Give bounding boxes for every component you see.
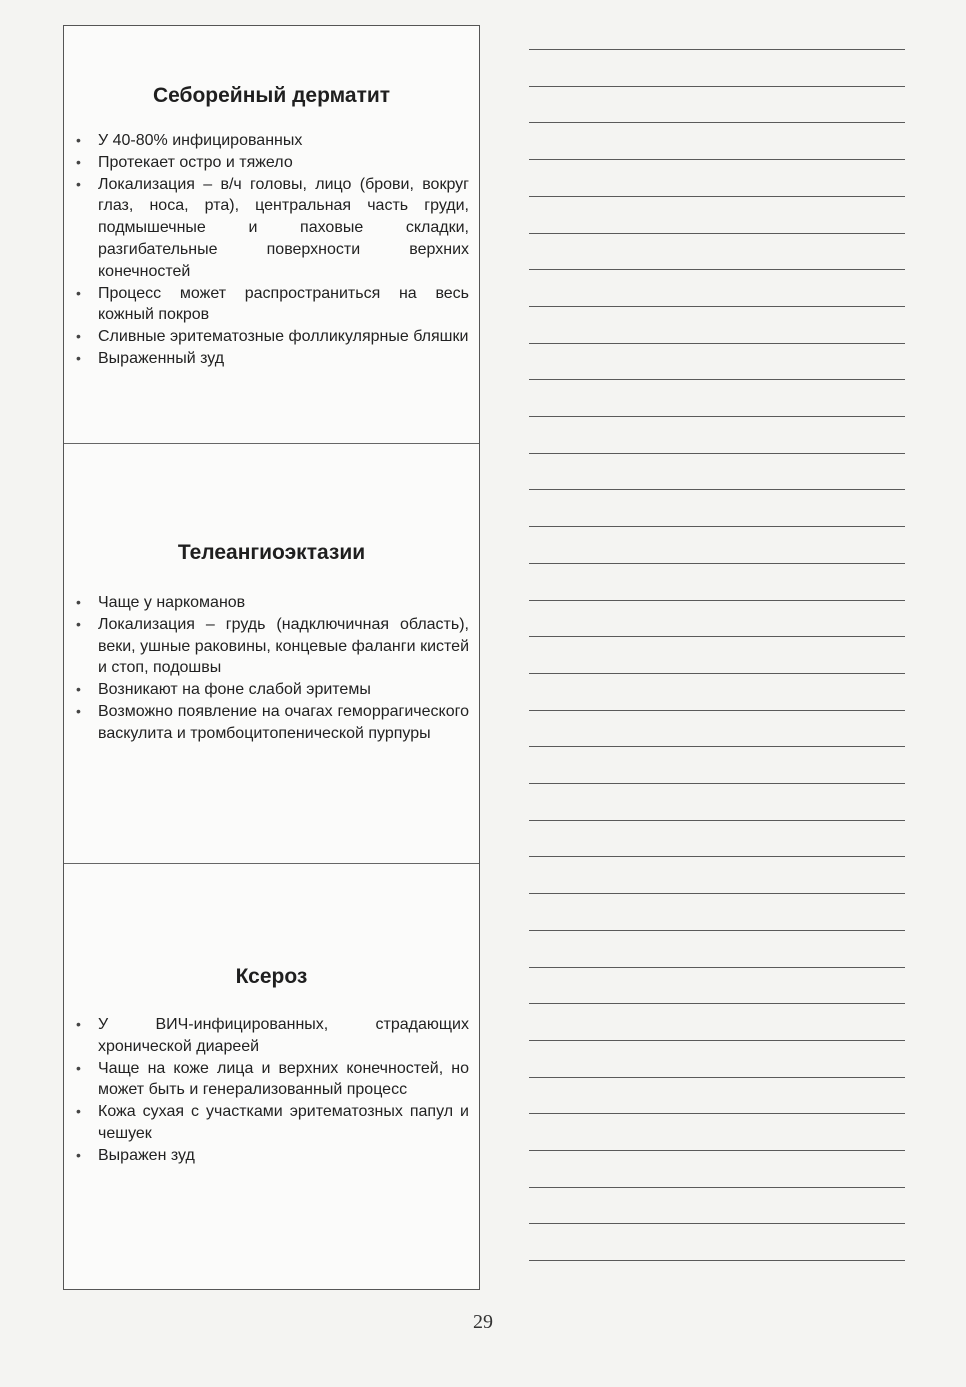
note-line xyxy=(529,233,905,234)
bullet-item: • Локализация – в/ч головы, лицо (брови, вокруг глаз, носа, рта), центральная часть груди, подмышечные и паховые складки, разгибательные поверхности верхних конечностей xyxy=(76,174,469,283)
bullet-item: • Процесс может распространиться на весь кожный покров xyxy=(76,283,469,327)
note-line xyxy=(529,893,905,894)
note-line xyxy=(529,783,905,784)
bullet-list xyxy=(76,1014,469,1167)
slide-title: Телеангиоэктазии xyxy=(177,541,366,564)
page-number: 29 xyxy=(473,1311,493,1333)
bullet-item: • Сливные эритематозные фолликулярные бляшки xyxy=(76,326,469,348)
show-through-heading xyxy=(683,160,689,183)
note-line xyxy=(529,820,905,821)
bullet-item: • Кожа сухая с участками эритематозных папул и чешуек xyxy=(76,1101,469,1145)
note-line xyxy=(529,600,905,601)
bullet-item: • Возникают на фоне слабой эритемы xyxy=(76,679,469,701)
slide-title: Себорейный дерматит xyxy=(152,84,391,107)
slide-xerosis xyxy=(64,864,479,1291)
bullet-item: • Протекает остро и тяжело xyxy=(76,152,469,174)
note-line xyxy=(529,489,905,490)
note-line xyxy=(529,1003,905,1004)
slide-title: Ксероз xyxy=(235,965,308,988)
note-line xyxy=(529,967,905,968)
note-line xyxy=(529,1113,905,1114)
bullet-list xyxy=(76,130,469,370)
bullet-item: • Локализация – грудь (надключичная область), веки, ушные раковины, концевые фаланги кистей и стоп, подошвы xyxy=(76,614,469,679)
note-line xyxy=(529,930,905,931)
note-line xyxy=(529,526,905,527)
bullet-item: • У 40-80% инфицированных xyxy=(76,130,469,152)
note-line xyxy=(529,122,905,123)
note-line xyxy=(529,746,905,747)
show-through-heading xyxy=(673,545,679,568)
note-line xyxy=(529,1223,905,1224)
note-line xyxy=(529,1040,905,1041)
note-line xyxy=(529,453,905,454)
note-line xyxy=(529,306,905,307)
bullet-item: • Выражен зуд xyxy=(76,1145,469,1167)
bullet-item: • Возможно появление на очагах геморрагического васкулита и тромбоцитопенической пурпуры xyxy=(76,701,469,745)
bullet-item: • Чаще у наркоманов xyxy=(76,592,469,614)
bullet-list xyxy=(76,592,469,745)
slide-telangiectasia xyxy=(64,444,479,864)
note-line xyxy=(529,1187,905,1188)
bullet-item: • Выраженный зуд xyxy=(76,348,469,370)
note-line xyxy=(529,710,905,711)
note-line xyxy=(529,856,905,857)
note-line xyxy=(529,1150,905,1151)
note-line xyxy=(529,343,905,344)
note-line xyxy=(529,196,905,197)
note-line xyxy=(529,636,905,637)
note-line xyxy=(529,563,905,564)
notes-column xyxy=(513,25,905,1290)
slides-column xyxy=(63,25,480,1290)
note-line xyxy=(529,379,905,380)
note-line xyxy=(529,673,905,674)
note-line xyxy=(529,159,905,160)
note-line xyxy=(529,1077,905,1078)
bullet-item: • Чаще на коже лица и верхних конечностей, но может быть и генерализованный процесс xyxy=(76,1058,469,1102)
note-line xyxy=(529,86,905,87)
note-line xyxy=(529,269,905,270)
note-line xyxy=(529,49,905,50)
note-line xyxy=(529,416,905,417)
slide-seborrheic-dermatitis xyxy=(64,26,479,444)
note-line xyxy=(529,1260,905,1261)
bullet-item: • У ВИЧ-инфицированных, страдающих хронической диареей xyxy=(76,1014,469,1058)
